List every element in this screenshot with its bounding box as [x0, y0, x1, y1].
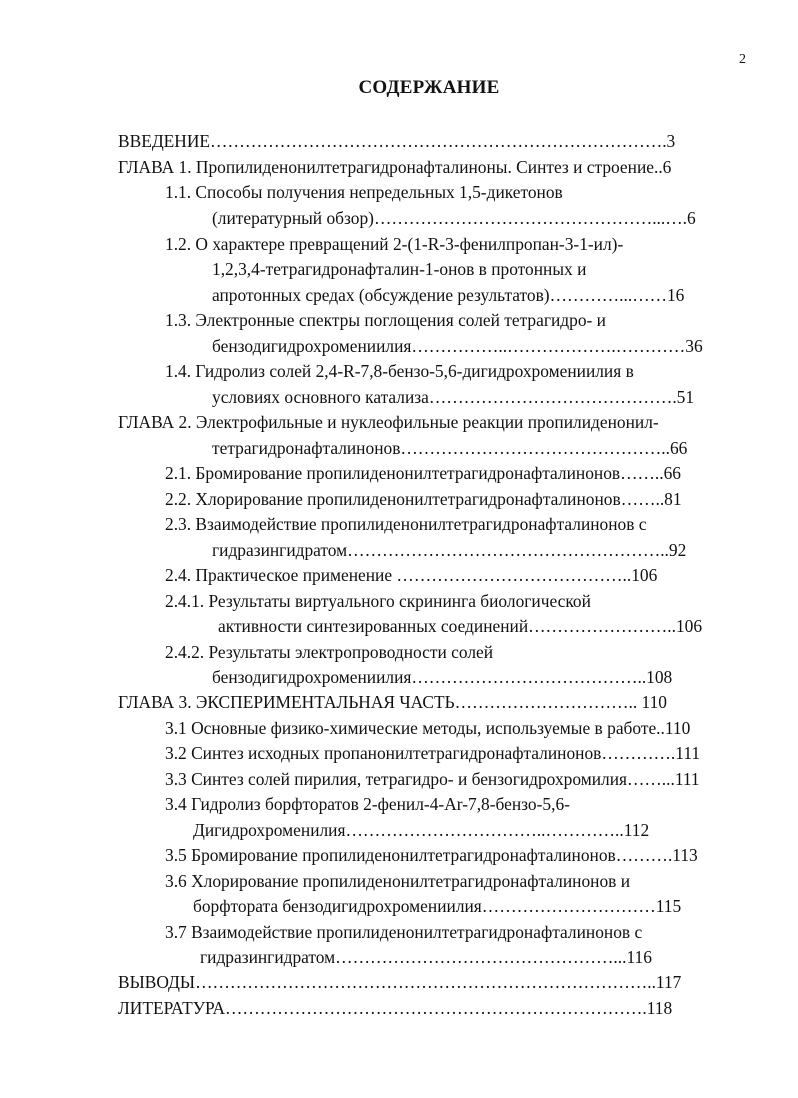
toc-entry-introduction: ВВЕДЕНИЕ…………………………………………………………………….3	[118, 131, 676, 151]
toc-entry-3-2: 3.2 Синтез исходных пропанонилтетрагидронафталинонов………….111	[165, 743, 701, 763]
toc-entry-1-3: 1.3. Электронные спектры поглощения солей тетрагидро- и	[165, 310, 606, 330]
toc-entry-3-1: 3.1 Основные физико-химические методы, используемые в работе..110	[165, 718, 691, 738]
toc-entry-chapter-2: ГЛАВА 2. Электрофильные и нуклеофильные реакции пропилиденонил-	[118, 412, 659, 432]
toc-entry-3-5: 3.5 Бромирование пропилиденонилтетрагидронафталинонов……….113	[165, 845, 698, 865]
toc-entry-1-4-cont: условиях основного катализа…………………………………….51	[212, 387, 695, 407]
toc-entry-1-1: 1.1. Способы получения непредельных 1,5-дикетонов	[165, 182, 563, 202]
toc-entry-1-1-cont: (литературный обзор)…………………………………………...….6	[212, 208, 696, 228]
toc-entry-3-7: 3.7 Взаимодействие пропилиденонилтетрагидронафталинонов с	[165, 922, 643, 942]
toc-entry-3-7-cont: гидразингидратом…………………………………………...116	[200, 947, 652, 967]
toc-entry-2-4-1-cont: активности синтезированных соединений……………………..106	[218, 616, 703, 636]
toc-entry-conclusions: ВЫВОДЫ……………………………………………………………………..117	[118, 972, 682, 992]
toc-entry-2-4-1: 2.4.1. Результаты виртуального скрининга биологической	[165, 591, 591, 611]
toc-entry-references: ЛИТЕРАТУРА……………………………………………………………….118	[118, 998, 673, 1018]
toc-entry-1-2-cont2: апротонных средах (обсуждение результатов)…………...……16	[212, 285, 685, 305]
toc-entry-1-2: 1.2. О характере превращений 2-(1-R-3-фенилпропан-3-1-ил)-	[165, 234, 624, 254]
toc-entry-3-3: 3.3 Синтез солей пирилия, тетрагидро- и бензогидрохромилия……...111	[165, 769, 700, 789]
toc-entry-2-2: 2.2. Хлорирование пропилиденонилтетрагидронафталинонов……..81	[165, 489, 682, 509]
toc-entry-2-3-cont: гидразингидратом………………………………………………..92	[212, 540, 687, 560]
page-title: СОДЕРЖАНИЕ	[358, 77, 500, 98]
toc-entry-2-3: 2.3. Взаимодействие пропилиденонилтетрагидронафталинонов с	[165, 514, 647, 534]
toc-entry-3-4-cont: Дигидрохроменилия……………………………..…………..112	[193, 820, 650, 840]
toc-entry-chapter-3: ГЛАВА 3. ЭКСПЕРИМЕНТАЛЬНАЯ ЧАСТЬ………………………….. 110	[118, 692, 667, 712]
toc-entry-chapter-2-cont: тетрагидронафталинонов………………………………………..66	[212, 438, 688, 458]
toc-entry-3-6-cont: борфтората бензодигидрохромениилия…………………………115	[193, 896, 682, 916]
toc-entry-2-1: 2.1. Бромирование пропилиденонилтетрагидронафталинонов……..66	[165, 463, 681, 483]
toc-entry-2-4: 2.4. Практическое применение …………………………………..106	[165, 565, 658, 585]
toc-entry-chapter-1: ГЛАВА 1. Пропилиденонилтетрагидронафталиноны. Синтез и строение..6	[118, 157, 672, 177]
toc-entry-3-6: 3.6 Хлорирование пропилиденонилтетрагидронафталинонов и	[165, 871, 631, 891]
toc-entry-2-4-2-cont: бензодигидрохромениилия…………………………………..108	[212, 667, 673, 687]
toc-entry-2-4-2: 2.4.2. Результаты электропроводности солей	[165, 642, 494, 662]
toc-entry-3-4: 3.4 Гидролиз борфторатов 2-фенил-4-Ar-7,8-бензо-5,6-	[165, 794, 570, 814]
page-number: 2	[739, 52, 746, 67]
toc-entry-1-3-cont: бензодигидрохромениилия……………..……………….…………36	[212, 336, 703, 356]
toc-entry-1-2-cont: 1,2,3,4-тетрагидронафталин-1-онов в протонных и	[212, 259, 587, 279]
toc-entry-1-4: 1.4. Гидролиз солей 2,4-R-7,8-бензо-5,6-дигидрохромениилия в	[165, 361, 634, 381]
